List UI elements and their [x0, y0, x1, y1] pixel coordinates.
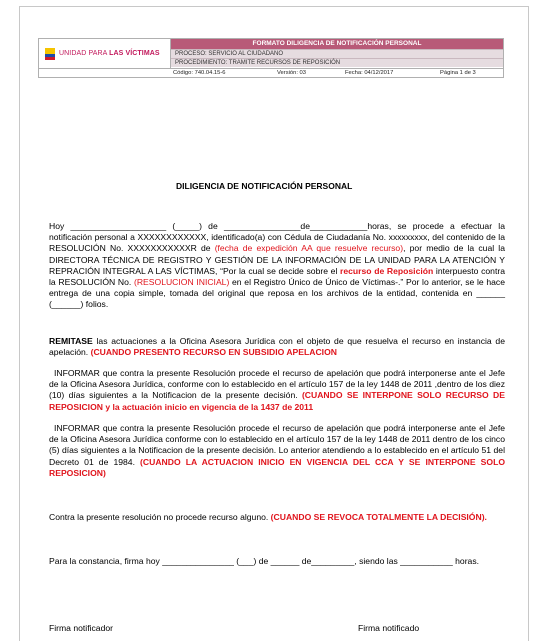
- informar-5-dias-paragraph: INFORMAR que contra la presente Resolución procede el recurso de apelación que podrá interponerse ante el Jefe de la Oficina Asesora Jurídica conforme con lo establecido en el artículo 157 de la ley 1448 de 2011 dentro de los cinco (5) días siguientes a la Notificacion de la presente decisión. Lo anterior atendiendo a lo establecido en el artículo 51 del Decreto 01 de 1984. (CUANDO LA ACTUACION INICIO EN VIGENCIA DEL CCA Y SE INTERPONE SOLO REPOSICION): [49, 423, 506, 478]
- constancia-paragraph: Para la constancia, firma hoy _______________ (___) de ______ de_________, siendo las ___________ horas.: [49, 556, 480, 566]
- no-recurso-paragraph: Contra la presente resolución no procede recurso alguno. (CUANDO SE REVOCA TOTALMENTE LA DECISIÓN).: [49, 512, 487, 522]
- colombia-flag-icon: [45, 48, 55, 60]
- procedimiento-label: PROCEDIMIENTO: TRAMITE RECURSOS DE REPOSICIÓN: [171, 58, 503, 67]
- notification-paragraph: Hoy ____________________ (_____) de ________________de____________horas, se procede a efectuar la notificación personal a XXXXXXXXXXXX, identificado(a) con Cédula de Ciudadanía No. xxxxxxxxx, del contenido de la RESOLUCIÓN No. XXXXXXXXXXXR de (fecha de expedición AA que resuelve recurso), por medio de la cual la DIRECTORA TÉCNICA DE REGISTRO Y GESTIÓN DE LA INFORMACIÓN DE LA UNIDAD PARA LA ATENCIÓN Y REPRACIÓN INTEGRAL A LAS VÍCTIMAS, “Por la cual se decide sobre el recurso de Reposición interpuesto contra la RESOLUCIÓN No. (RESOLUCION INICIAL) en el Registro Único de Único de Víctimas-.” Por lo anterior, se le hace entrega de una copia simple, tomada del original que reposa en los archivos de la entidad, contenida en ______ (______) folios.: [49, 221, 505, 310]
- page-border-right: [528, 6, 529, 641]
- informar-10-dias-paragraph: INFORMAR que contra la presente Resolución procede el recurso de apelación que podrá interponerse ante el Jefe de la Oficina Asesora Jurídica, conforme con lo establecido en el artículo 157 de la ley 1448 de 2011 ,dentro de los diez (10) días siguientes a la Notificacion de la presente decisión. (CUANDO SE INTERPONE SOLO RECURSO DE REPOSICION y la actuación inicio en vigencia de la 1437 de 2011: [49, 368, 505, 412]
- page-border-left: [19, 6, 20, 641]
- signature-notified-label: Firma notificado: [358, 623, 420, 633]
- document-title: DILIGENCIA DE NOTIFICACIÓN PERSONAL: [176, 181, 353, 191]
- document-header: [38, 38, 504, 78]
- codigo-label: Código: 740.04.15-6: [173, 70, 226, 76]
- logo-text: UNIDAD PARA LAS VÍCTIMAS: [59, 50, 160, 57]
- version-label: Versión: 03: [277, 70, 307, 76]
- page-border-top: [20, 6, 528, 7]
- logo: [39, 39, 171, 68]
- signature-notifier-label: Firma notificador: [49, 623, 113, 633]
- header-meta-row: [39, 68, 503, 78]
- proceso-label: PROCESO: SERVICIO AL CIUDADANO: [171, 49, 503, 58]
- remitase-paragraph: REMITASE las actuaciones a la Oficina Asesora Jurídica con el objeto de que resuelva el recurso en instancia de apelación. (CUANDO PRESENTO RECURSO EN SUBSIDIO APELACION: [49, 336, 505, 358]
- pagina-label: Página 1 de 3: [440, 70, 476, 76]
- fecha-label: Fecha: 04/12/2017: [345, 70, 394, 76]
- form-title: FORMATO DILIGENCIA DE NOTIFICACIÓN PERSONAL: [171, 39, 503, 49]
